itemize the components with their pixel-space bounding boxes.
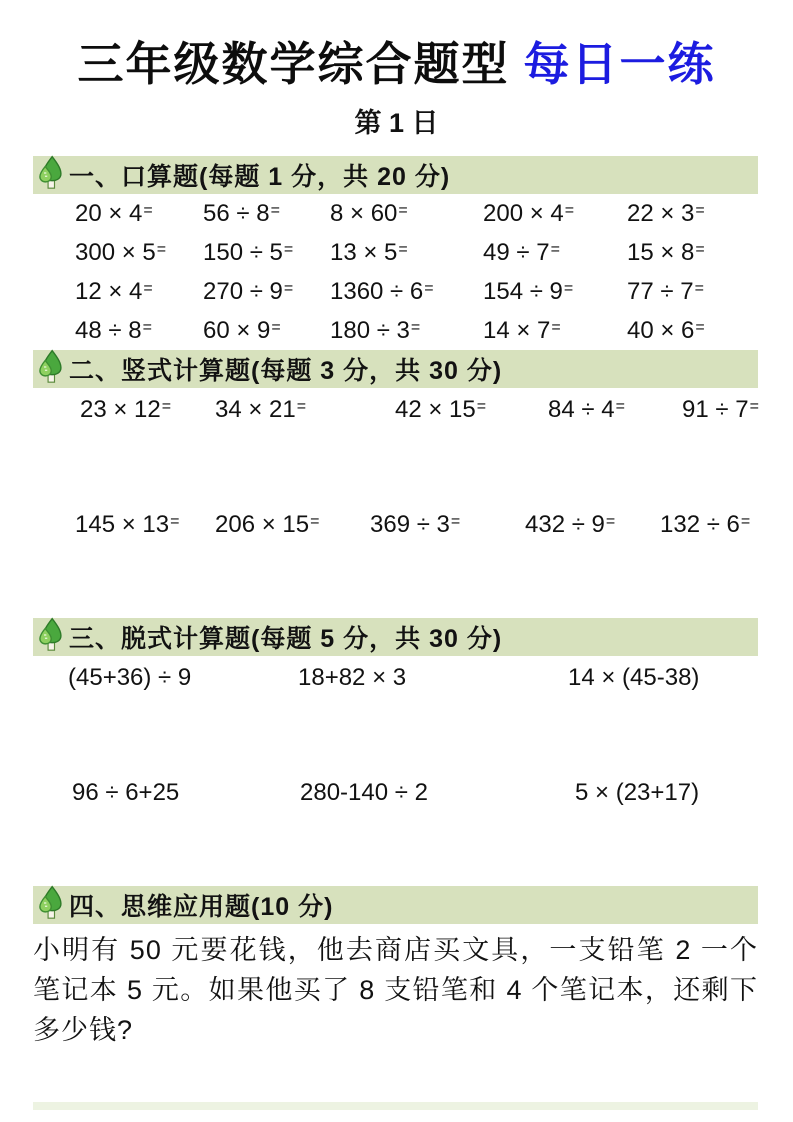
page-title-accent: 每日一练 xyxy=(523,38,716,90)
equals-sign: = xyxy=(143,279,153,297)
tree-icon xyxy=(37,885,65,921)
problem-expression: 300 × 5 xyxy=(75,238,156,266)
problem-row xyxy=(33,311,758,350)
day-subtitle: 第 1 日 xyxy=(354,108,439,138)
equals-sign: = xyxy=(605,512,616,530)
problem-row xyxy=(33,658,758,697)
problem-cell xyxy=(215,511,370,539)
problem-cell xyxy=(483,317,627,345)
problem-expression: 13 × 5 xyxy=(330,238,398,266)
problem-expression: 145 × 13 xyxy=(75,510,170,538)
problem-expression: 22 × 3 xyxy=(627,199,695,227)
section-word-problem xyxy=(33,886,758,924)
section-stepwise-calculation xyxy=(33,618,758,812)
problem-expression: 40 × 6 xyxy=(627,316,695,344)
section-header-bar xyxy=(33,350,758,388)
problem-cell xyxy=(75,317,203,345)
tree-icon xyxy=(37,617,65,653)
equals-sign: = xyxy=(410,318,421,336)
equals-sign: = xyxy=(564,201,575,219)
tree-icon xyxy=(37,349,65,385)
problem-row xyxy=(33,390,758,429)
problem-expression: 8 × 60 xyxy=(330,199,398,227)
problem-expression: 84 ÷ 4 xyxy=(548,395,615,423)
problem-cell xyxy=(627,200,758,228)
problem-cell xyxy=(575,779,758,807)
problem-expression: 56 ÷ 8 xyxy=(203,199,270,227)
problem-cell xyxy=(203,239,330,267)
problem-cell xyxy=(75,239,203,267)
problem-expression: 91 ÷ 7 xyxy=(682,395,749,423)
problem-expression: 77 ÷ 7 xyxy=(627,277,694,305)
equals-sign: = xyxy=(156,240,167,258)
problem-cell xyxy=(330,278,483,306)
problem-cell xyxy=(525,511,660,539)
problem-cell xyxy=(330,200,483,228)
problem-cell xyxy=(627,239,758,267)
equals-sign: = xyxy=(740,512,751,530)
equals-sign: = xyxy=(398,240,408,258)
page-title-main: 三年级数学综合题型 xyxy=(77,38,510,90)
problem-cell xyxy=(298,664,568,692)
equals-sign: = xyxy=(450,512,461,530)
problem-expression: 14 × 7 xyxy=(483,316,551,344)
equals-sign: = xyxy=(695,318,705,336)
problem-cell xyxy=(330,239,483,267)
problem-cell xyxy=(203,317,330,345)
problem-cell xyxy=(330,317,483,345)
equals-sign: = xyxy=(143,201,153,219)
problem-expression: 154 ÷ 9 xyxy=(483,277,563,305)
problem-cell xyxy=(203,278,330,306)
problem-row xyxy=(33,233,758,272)
problem-expression: 60 × 9 xyxy=(203,316,271,344)
page-title xyxy=(0,34,793,94)
bottom-accent-bar xyxy=(33,1102,758,1110)
problem-expression: 432 ÷ 9 xyxy=(525,510,605,538)
problem-cell xyxy=(568,664,758,692)
problem-cell xyxy=(483,200,627,228)
problem-cell xyxy=(483,278,627,306)
problem-cell xyxy=(215,396,395,424)
equals-sign: = xyxy=(398,201,408,219)
problem-expression: 369 ÷ 3 xyxy=(370,510,450,538)
equals-sign: = xyxy=(283,279,294,297)
tree-icon xyxy=(37,155,65,191)
problem-cell xyxy=(548,396,682,424)
problem-cell xyxy=(75,278,203,306)
equals-sign: = xyxy=(749,397,759,415)
problem-row xyxy=(33,272,758,311)
section-heading: 三、脱式计算题(每题 5 分，共 30 分) xyxy=(69,625,503,653)
problem-grid xyxy=(33,658,758,812)
section-header-bar xyxy=(33,156,758,194)
problem-expression: 270 ÷ 9 xyxy=(203,277,283,305)
problem-expression: 200 × 4 xyxy=(483,199,564,227)
problem-grid xyxy=(33,194,758,350)
problem-row xyxy=(33,773,758,812)
problem-cell xyxy=(75,200,203,228)
problem-expression: 280-140 ÷ 2 xyxy=(300,778,428,806)
worksheet-content xyxy=(33,156,758,924)
equals-sign: = xyxy=(476,397,487,415)
equals-sign: = xyxy=(270,201,280,219)
problem-grid xyxy=(33,390,758,544)
equals-sign: = xyxy=(271,318,281,336)
problem-cell xyxy=(203,200,330,228)
equals-sign: = xyxy=(695,240,705,258)
problem-expression: 1360 ÷ 6 xyxy=(330,277,424,305)
equals-sign: = xyxy=(695,201,705,219)
section-header-bar xyxy=(33,618,758,656)
problem-cell xyxy=(627,317,758,345)
problem-row xyxy=(33,505,758,544)
equals-sign: = xyxy=(170,512,180,530)
problem-expression: (45+36) ÷ 9 xyxy=(68,663,192,691)
problem-cell xyxy=(682,396,759,424)
section-oral-calculation xyxy=(33,156,758,350)
problem-expression: 12 × 4 xyxy=(75,277,143,305)
problem-expression: 15 × 8 xyxy=(627,238,695,266)
problem-cell xyxy=(660,511,758,539)
equals-sign: = xyxy=(142,318,152,336)
problem-expression: 20 × 4 xyxy=(75,199,143,227)
problem-expression: 34 × 21 xyxy=(215,395,296,423)
problem-cell xyxy=(395,396,548,424)
problem-expression: 49 ÷ 7 xyxy=(483,238,550,266)
problem-expression: 42 × 15 xyxy=(395,395,476,423)
problem-expression: 23 × 12 xyxy=(80,395,161,423)
problem-cell xyxy=(300,779,575,807)
problem-cell xyxy=(68,664,298,692)
problem-expression: 132 ÷ 6 xyxy=(660,510,740,538)
section-heading: 四、思维应用题(10 分) xyxy=(69,893,334,921)
problem-expression: 206 × 15 xyxy=(215,510,310,538)
equals-sign: = xyxy=(161,397,172,415)
problem-cell xyxy=(483,239,627,267)
problem-expression: 150 ÷ 5 xyxy=(203,238,283,266)
section-heading: 一、口算题(每题 1 分，共 20 分) xyxy=(69,163,451,191)
problem-cell xyxy=(370,511,525,539)
problem-cell xyxy=(627,278,758,306)
equals-sign: = xyxy=(563,279,574,297)
section-vertical-calculation xyxy=(33,350,758,544)
problem-expression: 14 × (45-38) xyxy=(568,663,700,691)
equals-sign: = xyxy=(694,279,704,297)
problem-cell xyxy=(75,511,215,539)
equals-sign: = xyxy=(310,512,320,530)
problem-row xyxy=(33,194,758,233)
equals-sign: = xyxy=(550,240,560,258)
problem-expression: 48 ÷ 8 xyxy=(75,316,142,344)
problem-expression: 96 ÷ 6+25 xyxy=(72,778,180,806)
problem-cell xyxy=(80,396,215,424)
problem-cell xyxy=(72,779,300,807)
equals-sign: = xyxy=(296,397,307,415)
equals-sign: = xyxy=(615,397,625,415)
problem-expression: 5 × (23+17) xyxy=(575,778,700,806)
equals-sign: = xyxy=(283,240,294,258)
equals-sign: = xyxy=(424,279,434,297)
problem-expression: 180 ÷ 3 xyxy=(330,316,410,344)
problem-expression: 18+82 × 3 xyxy=(298,663,407,691)
word-problem-text: 小明有 50 元要花钱，他去商店买文具，一支铅笔 2 一个笔记本 5 元。如果他买了 8 支铅笔和 4 个笔记本，还剩下多少钱? xyxy=(33,935,758,1045)
section-heading: 二、竖式计算题(每题 3 分，共 30 分) xyxy=(69,357,503,385)
equals-sign: = xyxy=(551,318,561,336)
section-header-bar xyxy=(33,886,758,924)
